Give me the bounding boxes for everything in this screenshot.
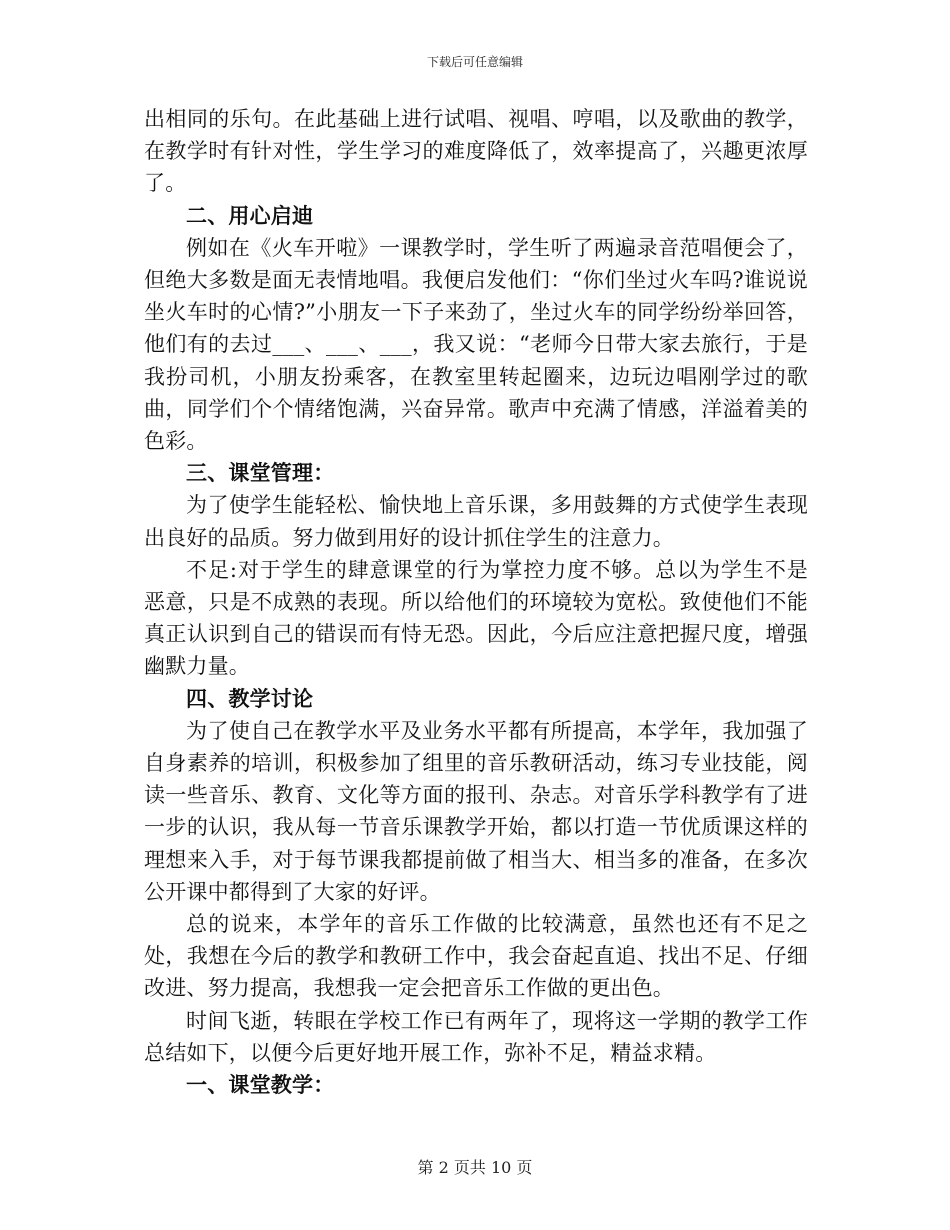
paragraph-continuation: 出相同的乐句。在此基础上进行试唱、视唱、哼唱，以及歌曲的教学，在教学时有针对性，学生学习的难度降低了，效率提高了，兴趣更浓厚了。 (144, 107, 808, 196)
paragraph-train-lesson: 例如在《火车开啦》一课教学时，学生听了两遍录音范唱便会了，但绝大多数是面无表情地唱。我便启发他们：“你们坐过火车吗?谁说说坐火车时的心情?”小朋友一下子来劲了，坐过火车的同学纷纷举回答，他们有的去过___、___、___，我又说：“老师今日带大家去旅行，于是我扮司机，小朋友扮乘客，在教室里转起圈来，边玩边唱刚学过的歌曲，同学们个个情绪饱满，兴奋异常。歌声中充满了情感，洋溢着美的色彩。 (144, 235, 808, 454)
page-footer: 第 2 页共 10 页 (417, 1158, 533, 1177)
section-heading-classroom-teaching: 一、课堂教学： (186, 1072, 335, 1098)
page-header: 下载后可任意编辑 (426, 55, 523, 69)
paragraph-summary: 总的说来，本学年的音乐工作做的比较满意，虽然也还有不足之处，我想在今后的教学和教研工作中，我会奋起直追、找出不足、仔细改进、努力提高，我想我一定会把音乐工作做的更出色。 (144, 912, 808, 1001)
paragraph-time-flies: 时间飞逝，转眼在学校工作已有两年了，现将这一学期的教学工作总结如下，以便今后更好地开展工作，弥补不足，精益求精。 (144, 1008, 808, 1065)
document-body (144, 103, 808, 1101)
section-heading-teaching-research: 四、教学讨论 (186, 685, 314, 711)
paragraph-shortcomings: 不足:对于学生的肆意课堂的行为掌控力度不够。总以为学生不是恶意，只是不成熟的表现。所以给他们的环境较为宽松。致使他们不能真正认识到自己的错误而有恃无恐。因此，今后应注意把握尺度，增强幽默力量。 (144, 557, 808, 679)
paragraph-self-improvement: 为了使自己在教学水平及业务水平都有所提高，本学年，我加强了自身素养的培训，积极参加了组里的音乐教研活动，练习专业技能，阅读一些音乐、教育、文化等方面的报刊、杂志。对音乐学科教学有了进一步的认识，我从每一节音乐课教学开始，都以打造一节优质课这样的理想来入手，对于每节课我都提前做了相当大、相当多的准备，在多次公开课中都得到了大家的好评。 (144, 718, 808, 904)
paragraph-encouragement: 为了使学生能轻松、愉快地上音乐课，多用鼓舞的方式使学生表现出良好的品质。努力做到用好的设计抓住学生的注意力。 (144, 493, 808, 550)
section-heading-classroom-management: 三、课堂管理： (186, 460, 335, 486)
section-heading-inspiration: 二、用心启迪 (186, 202, 314, 228)
